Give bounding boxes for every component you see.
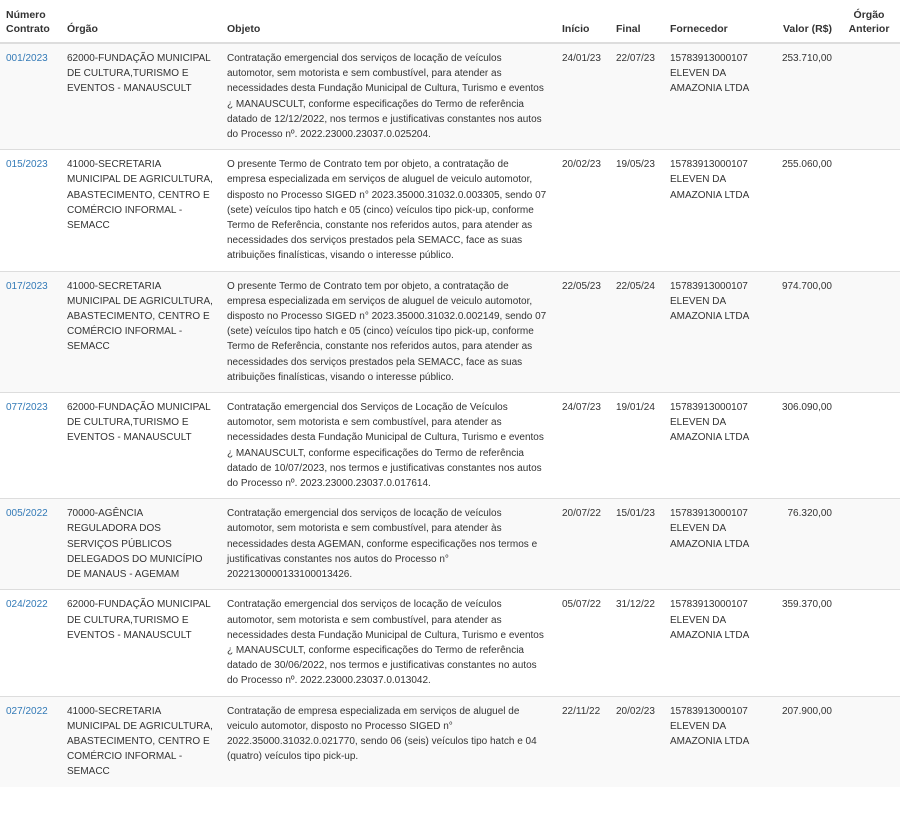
header-inicio[interactable]: Início [556, 0, 610, 43]
inicio-cell: 22/11/22 [556, 696, 610, 787]
orgao-cell: 62000-FUNDAÇÃO MUNICIPAL DE CULTURA,TURISMO E EVENTOS - MANAUSCULT [61, 393, 221, 499]
table-header [0, 0, 900, 43]
valor-cell: 974.700,00 [766, 271, 838, 392]
header-valor[interactable]: Valor (R$) [766, 0, 838, 43]
table-body [0, 43, 900, 787]
fornecedor-cell: 15783913000107 ELEVEN DA AMAZONIA LTDA [664, 271, 766, 392]
contract-number-cell [0, 590, 61, 696]
header-numero-contrato[interactable]: Número Contrato [0, 0, 61, 43]
valor-cell: 359.370,00 [766, 590, 838, 696]
table-row [0, 43, 900, 150]
orgao-anterior-cell [838, 696, 900, 787]
contract-number-link[interactable]: 001/2023 [6, 53, 48, 64]
table-row [0, 393, 900, 499]
objeto-cell: Contratação emergencial dos serviços de locação de veículos automotor, sem motorista e sem combustível, para atender as necessidades desta Fundação Municipal de Cultura, Turismo e eventos ¿ MANAUSCULT, conforme especificações do Termo de referência datado de 30/06/2022, nos termos e justificativas constantes no autos do Processo nº. 2022.23000.23037.0.013042. [221, 590, 556, 696]
objeto-cell: Contratação de empresa especializada em serviços de aluguel de veiculo automotor, disposto no Processo SIGED n° 2022.35000.31032.0.021770, sendo 06 (seis) veículos tipo hatch e 04 (quatro) veículos tipo pick-up. [221, 696, 556, 787]
contract-number-cell [0, 271, 61, 392]
final-cell: 20/02/23 [610, 696, 664, 787]
contract-number-cell [0, 696, 61, 787]
fornecedor-cell: 15783913000107 ELEVEN DA AMAZONIA LTDA [664, 150, 766, 271]
fornecedor-cell: 15783913000107 ELEVEN DA AMAZONIA LTDA [664, 696, 766, 787]
inicio-cell: 22/05/23 [556, 271, 610, 392]
table-row [0, 696, 900, 787]
orgao-anterior-cell [838, 499, 900, 590]
valor-cell: 207.900,00 [766, 696, 838, 787]
valor-cell: 253.710,00 [766, 43, 838, 150]
table-row [0, 499, 900, 590]
orgao-cell: 62000-FUNDAÇÃO MUNICIPAL DE CULTURA,TURISMO E EVENTOS - MANAUSCULT [61, 590, 221, 696]
contract-number-link[interactable]: 027/2022 [6, 705, 48, 717]
inicio-cell: 20/02/23 [556, 150, 610, 271]
fornecedor-cell: 15783913000107 ELEVEN DA AMAZONIA LTDA [664, 393, 766, 499]
orgao-cell: 70000-AGÊNCIA REGULADORA DOS SERVIÇOS PÚBLICOS DELEGADOS DO MUNICÍPIO DE MANAUS - AGEMAM [61, 499, 221, 590]
contract-number-cell [0, 393, 61, 499]
objeto-cell: O presente Termo de Contrato tem por objeto, a contratação de empresa especializada em serviços de aluguel de veiculo automotor, disposto no Processo SIGED n° 2023.35000.31032.0.002149, sendo 07 (sete) veículos tipo hatch e 05 (cinco) veículos tipo pick-up, conforme Termo de Referência, constante nos referidos autos, para atender as necessidades dos serviços prestados pela SEMACC, face as suas atribuições finalísticas, visando o interesse público. [221, 271, 556, 392]
contract-number-cell [0, 150, 61, 271]
header-objeto[interactable]: Objeto [221, 0, 556, 43]
contract-number-cell [0, 499, 61, 590]
contract-number-link[interactable]: 005/2022 [6, 508, 48, 520]
orgao-anterior-cell [838, 393, 900, 499]
header-final[interactable]: Final [610, 0, 664, 43]
valor-cell: 76.320,00 [766, 499, 838, 590]
orgao-anterior-cell [838, 590, 900, 696]
header-orgao[interactable]: Órgão [61, 0, 221, 43]
contract-number-link[interactable]: 015/2023 [6, 159, 48, 171]
table-row [0, 590, 900, 696]
table-row [0, 150, 900, 271]
orgao-cell: 41000-SECRETARIA MUNICIPAL DE AGRICULTURA, ABASTECIMENTO, CENTRO E COMÉRCIO INFORMAL - SEMACC [61, 271, 221, 392]
fornecedor-cell: 15783913000107 ELEVEN DA AMAZONIA LTDA [664, 43, 766, 150]
orgao-cell: 41000-SECRETARIA MUNICIPAL DE AGRICULTURA, ABASTECIMENTO, CENTRO E COMÉRCIO INFORMAL - SEMACC [61, 696, 221, 787]
orgao-anterior-cell [838, 150, 900, 271]
fornecedor-cell: 15783913000107 ELEVEN DA AMAZONIA LTDA [664, 590, 766, 696]
final-cell: 22/07/23 [610, 43, 664, 150]
objeto-cell: Contratação emergencial dos serviços de locação de veículos automotor, sem motorista e sem combustível, para atender as necessidades desta Fundação Municipal de Cultura, Turismo e eventos ¿ MANAUSCULT, conforme especificações do Termo de referência datado de 12/12/2022, nos termos e justificativas constantes nos autos do Processo nº. 2022.23000.23037.0.025204. [221, 43, 556, 150]
objeto-cell: Contratação emergencial dos serviços de locação de veículos automotor, sem motorista e sem combustível, para atender às necessidades desta AGEMAN, conforme especificações nos termos e justificativas constantes nos autos do Processo n° 2022130000133100013426. [221, 499, 556, 590]
inicio-cell: 24/01/23 [556, 43, 610, 150]
orgao-cell: 62000-FUNDAÇÃO MUNICIPAL DE CULTURA,TURISMO E EVENTOS - MANAUSCULT [61, 43, 221, 150]
inicio-cell: 24/07/23 [556, 393, 610, 499]
contract-number-link[interactable]: 077/2023 [6, 402, 48, 414]
contract-number-link[interactable]: 024/2022 [6, 599, 48, 611]
final-cell: 19/05/23 [610, 150, 664, 271]
contract-number-link[interactable]: 017/2023 [6, 280, 48, 292]
final-cell: 31/12/22 [610, 590, 664, 696]
valor-cell: 255.060,00 [766, 150, 838, 271]
orgao-cell: 41000-SECRETARIA MUNICIPAL DE AGRICULTURA, ABASTECIMENTO, CENTRO E COMÉRCIO INFORMAL - SEMACC [61, 150, 221, 271]
objeto-cell: Contratação emergencial dos Serviços de Locação de Veículos automotor, sem motorista e sem combustível, para atender as necessidades desta Fundação Municipal de Cultura, Turismo e eventos ¿ MANAUSCULT, conforme especificações do Termo de referência datado de 10/07/2023, nos termos e justificativas constantes nos autos do Processo nº. 2023.23000.23037.0.017614. [221, 393, 556, 499]
fornecedor-cell: 15783913000107 ELEVEN DA AMAZONIA LTDA [664, 499, 766, 590]
objeto-cell: O presente Termo de Contrato tem por objeto, a contratação de empresa especializada em serviços de aluguel de veiculo automotor, disposto no Processo SIGED n° 2023.35000.31032.0.003305, sendo 07 (sete) veículos tipo hatch e 05 (cinco) veículos tipo pick-up, conforme Termo de Referência, constante nos referidos autos, para atender as necessidades dos serviços prestados pela SEMACC, face as suas atribuições finalísticas, visando o interesse público. [221, 150, 556, 271]
orgao-anterior-cell [838, 271, 900, 392]
header-fornecedor[interactable]: Fornecedor [664, 0, 766, 43]
final-cell: 15/01/23 [610, 499, 664, 590]
inicio-cell: 20/07/22 [556, 499, 610, 590]
valor-cell: 306.090,00 [766, 393, 838, 499]
inicio-cell: 05/07/22 [556, 590, 610, 696]
final-cell: 22/05/24 [610, 271, 664, 392]
contract-number-cell [0, 43, 61, 150]
final-cell: 19/01/24 [610, 393, 664, 499]
orgao-anterior-cell [838, 43, 900, 150]
table-row [0, 271, 900, 392]
header-orgao-anterior[interactable]: Órgão Anterior [838, 0, 900, 43]
header-row [0, 0, 900, 43]
